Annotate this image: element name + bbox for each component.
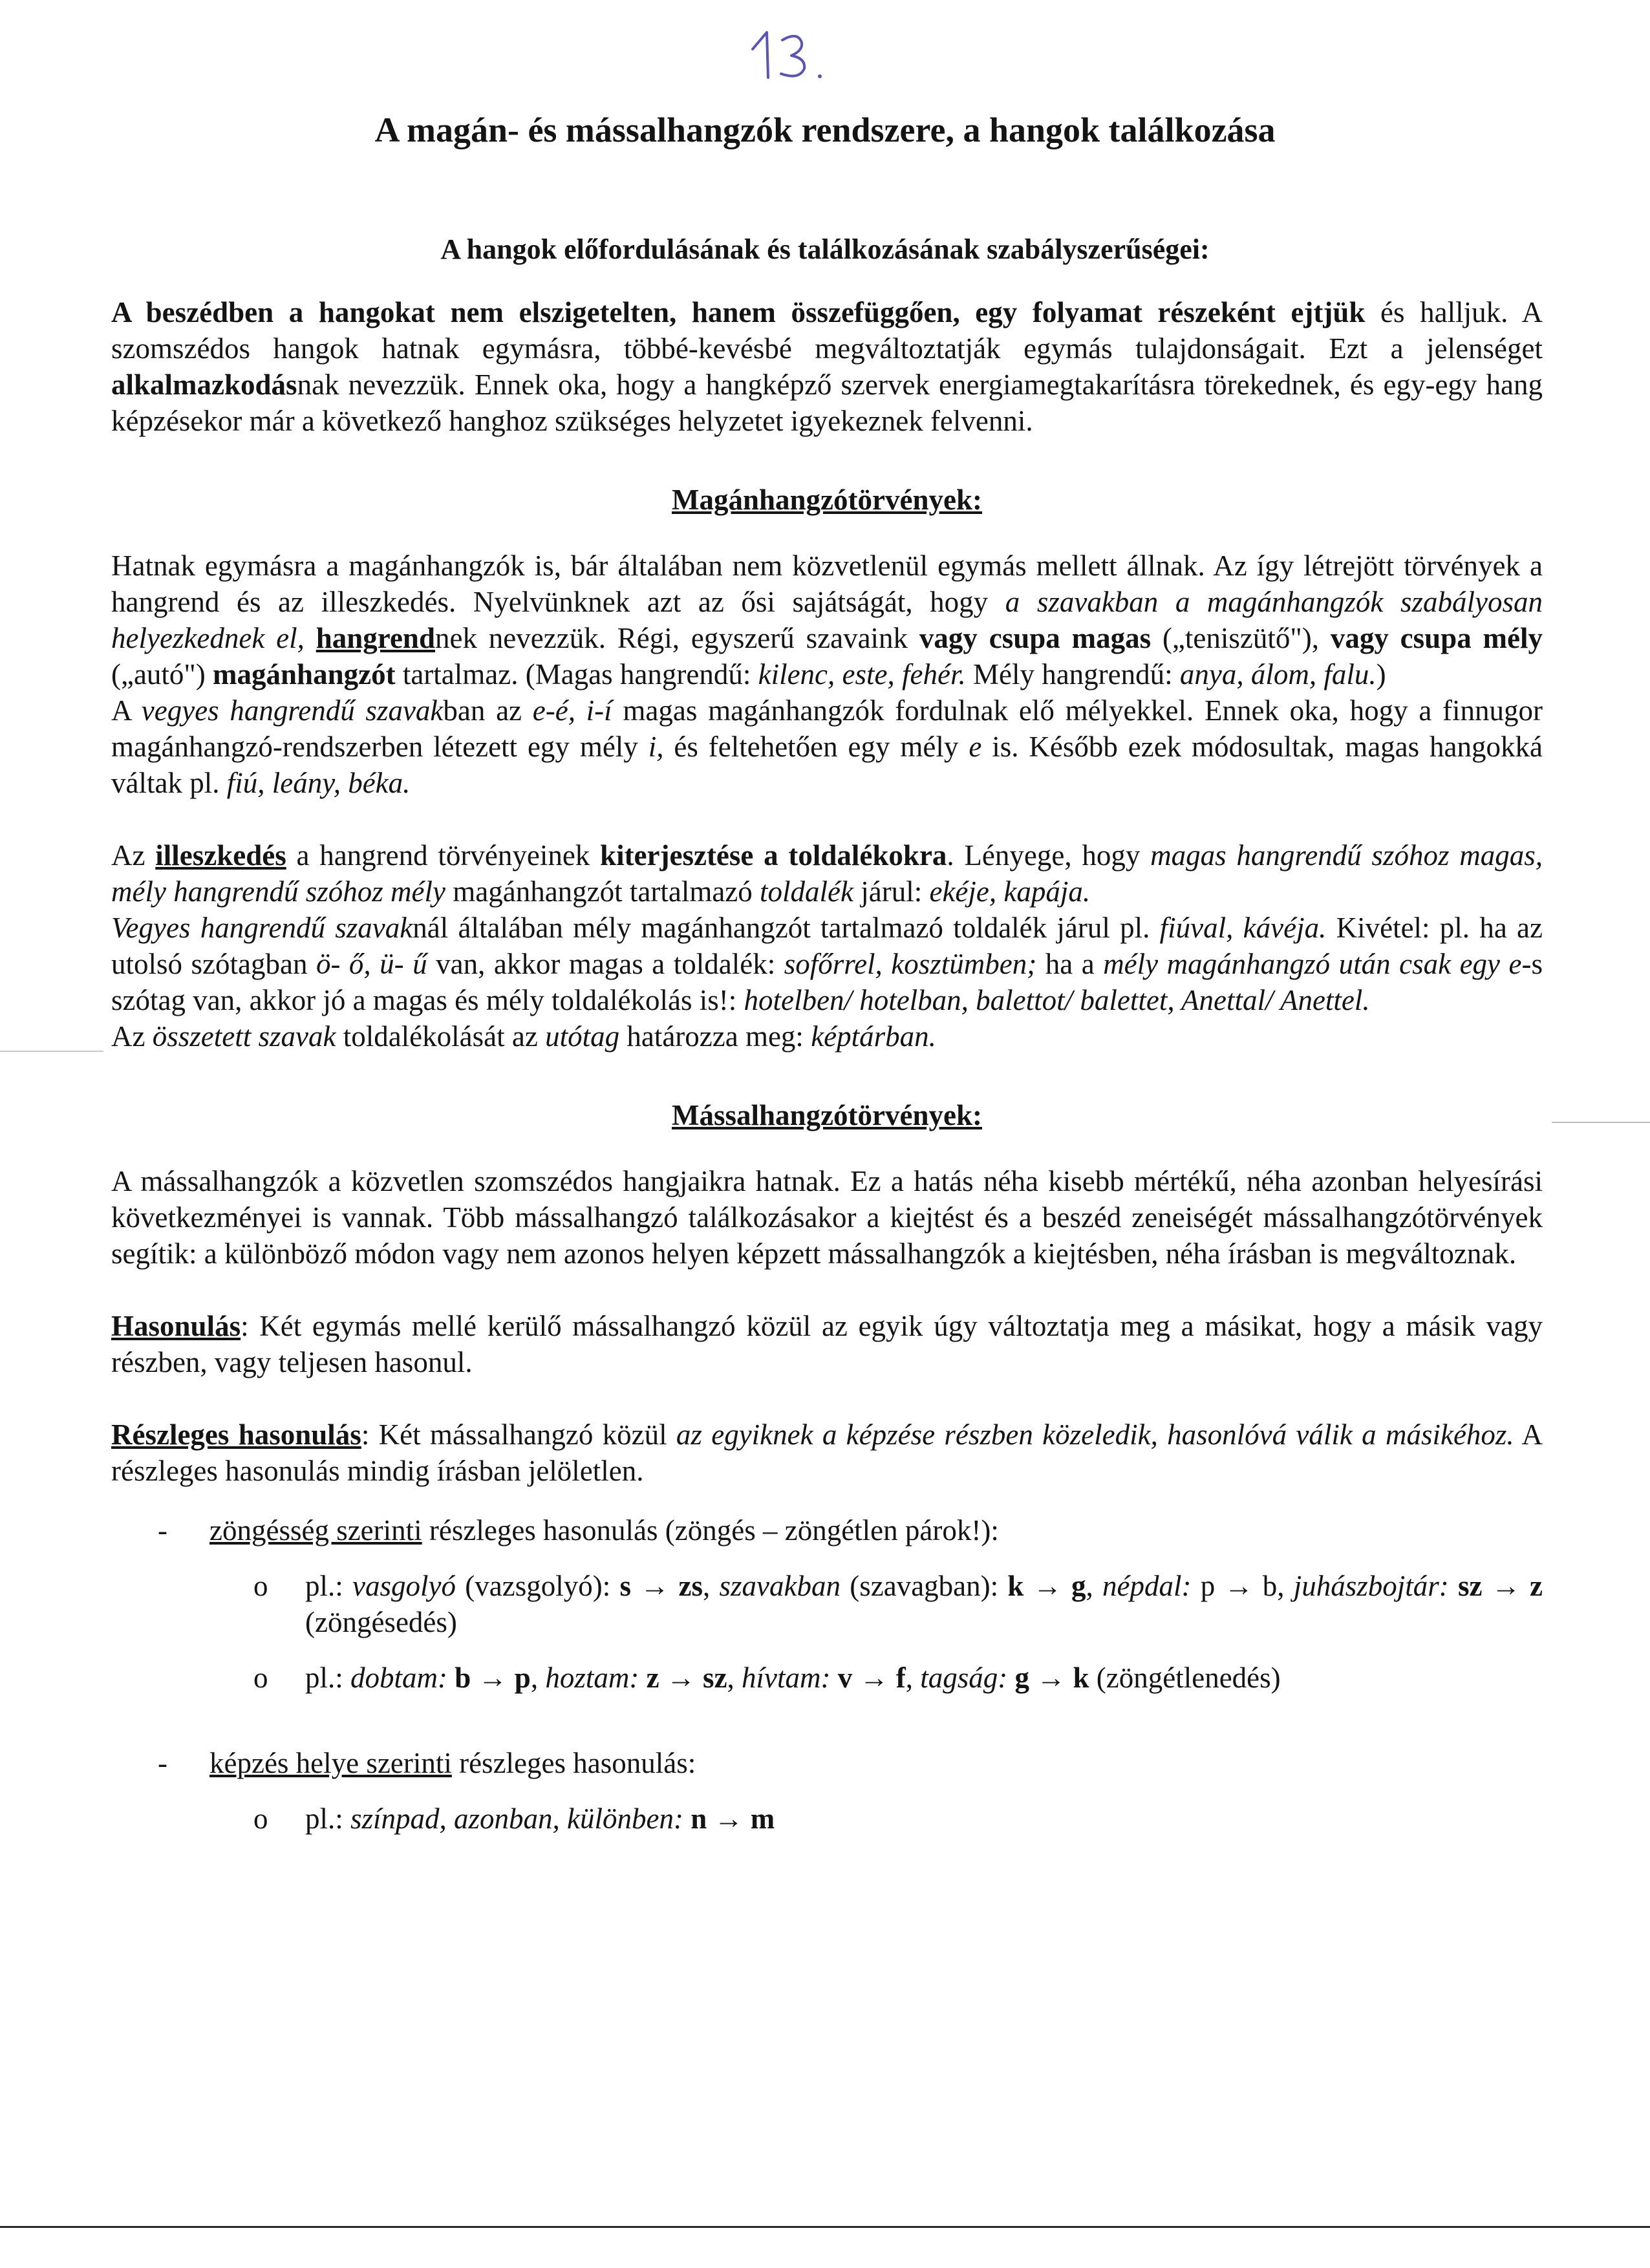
list-subitem: o pl.: színpad, azonban, különben: n → m	[253, 1803, 775, 1835]
document-subtitle: A hangok előfordulásának és találkozásának szabályszerűségei:	[440, 233, 1210, 265]
vowel-harmony-paragraph: Hatnak egymásra a magánhangzók is, bár általában nem közvetlenül egymás mellett állnak. Az így létrejött törvények a hangrend és az illeszkedés. Nyelvünknek azt az ősi sajátságát, hogy a szavakban a magánhangzók szabályosan helyezkednek el, hangrendnek nevezzük. Régi, egyszerű szavaink vagy csupa magas („teniszütő"), vagy csupa mély („autó") magánhangzót tartalmaz. (Magas hangrendű: kilenc, este, fehér. Mély hangrendű: anya, álom, falu.) A vegyes hangrendű szavakban az e-é, i-í magas magánhangzók fordulnak elő mélyekkel. Ennek oka, hogy a finnugor magánhangzó-rendszerben létezett egy mély i, és feltehetően egy mély e is. Később ezek módosultak, magas hangokká váltak pl. fiú, leány, béka.	[111, 550, 1543, 799]
list-subitem: o pl.: dobtam: b → p, hoztam: z → sz, hívtam: v → f, tagság: g → k (zöngétlenedés)	[253, 1662, 1281, 1694]
scan-artifact-line	[1552, 1122, 1650, 1123]
scan-artifact-line	[0, 1051, 103, 1052]
consonant-intro-paragraph: A mássalhangzók a közvetlen szomszédos hangjaikra hatnak. Ez a hatás néha kisebb mértékű, néha azonban helyesírási következményei is vannak. Több mássalhangzó találkozásakor a kiejtést és a beszéd zeneiségét mássalhangzótörvények segítik: a különböző módon vagy nem azonos helyen képzett mássalhangzók a kiejtésben, néha írásban is megváltoznak.	[111, 1165, 1543, 1270]
assimilation-definition: Hasonulás: Két egymás mellé kerülő mássalhangzó közül az egyik úgy változtatja meg a másikat, hogy a másik vagy részben, vagy teljesen hasonul.	[111, 1310, 1543, 1378]
list-item: - zöngésség szerinti részleges hasonulás (zöngés – zöngétlen párok!):	[158, 1514, 999, 1546]
vowel-suffix-paragraph: Az illeszkedés a hangrend törvényeinek kiterjesztése a toldalékokra. Lényege, hogy magas hangrendű szóhoz magas, mély hangrendű szóhoz mély magánhangzót tartalmazó toldalék járul: ekéje, kapája. Vegyes hangrendű szavaknál általában mély magánhangzót tartalmazó toldalék járul pl. fiúval, kávéja. Kivétel: pl. ha az utolsó szótagban ö- ő, ü- ű van, akkor magas a toldalék: sofőrrel, kosztümben; ha a mély magánhangzó után csak egy e-s szótag van, akkor jó a magas és mély toldalékolás is!: hotelben/ hotelban, balettot/ balettet, Anettal/ Anettel. Az összetett szavak toldalékolását az utótag határozza meg: képtárban.	[111, 839, 1543, 1053]
handwritten-page-number	[744, 26, 912, 84]
partial-assimilation-definition: Részleges hasonulás: Két mássalhangzó közül az egyiknek a képzése részben közeledik, hasonlóvá válik a másikéhoz. A részleges hasonulás mindig írásban jelöletlen.	[111, 1418, 1543, 1487]
bottom-rule	[0, 2226, 1650, 2228]
consonant-laws-heading: Mássalhangzótörvények:	[672, 1099, 982, 1131]
handwritten-page-number-drawing	[744, 26, 912, 84]
document-body	[111, 294, 1543, 1856]
document-title: A magán- és mássalhangzók rendszere, a hangok találkozása	[374, 111, 1276, 149]
list-subitem: o pl.: vasgolyó (vazsgolyó): s → zs, szavakban (szavagban): k → g, népdal: p → b, juhászbojtár: sz → z (zöngésedés)	[253, 1570, 1543, 1638]
vowel-laws-heading: Magánhangzótörvények:	[672, 484, 982, 516]
list-item: - képzés helye szerinti részleges hasonulás:	[158, 1747, 696, 1779]
assimilation-list	[111, 1512, 1543, 1837]
intro-paragraph: A beszédben a hangokat nem elszigetelten, hanem összefüggően, egy folyamat részeként ejtjük és halljuk. A szomszédos hangok hatnak egymásra, többé-kevésbé megváltoztatják egymás tulajdonságait. Ezt a jelenséget alkalmazkodásnak nevezzük. Ennek oka, hogy a hangképző szervek energiamegtakarításra törekednek, és egy-egy hang képzésekor már a következő hanghoz szükséges helyzetet igyekeznek felvenni.	[111, 296, 1543, 437]
